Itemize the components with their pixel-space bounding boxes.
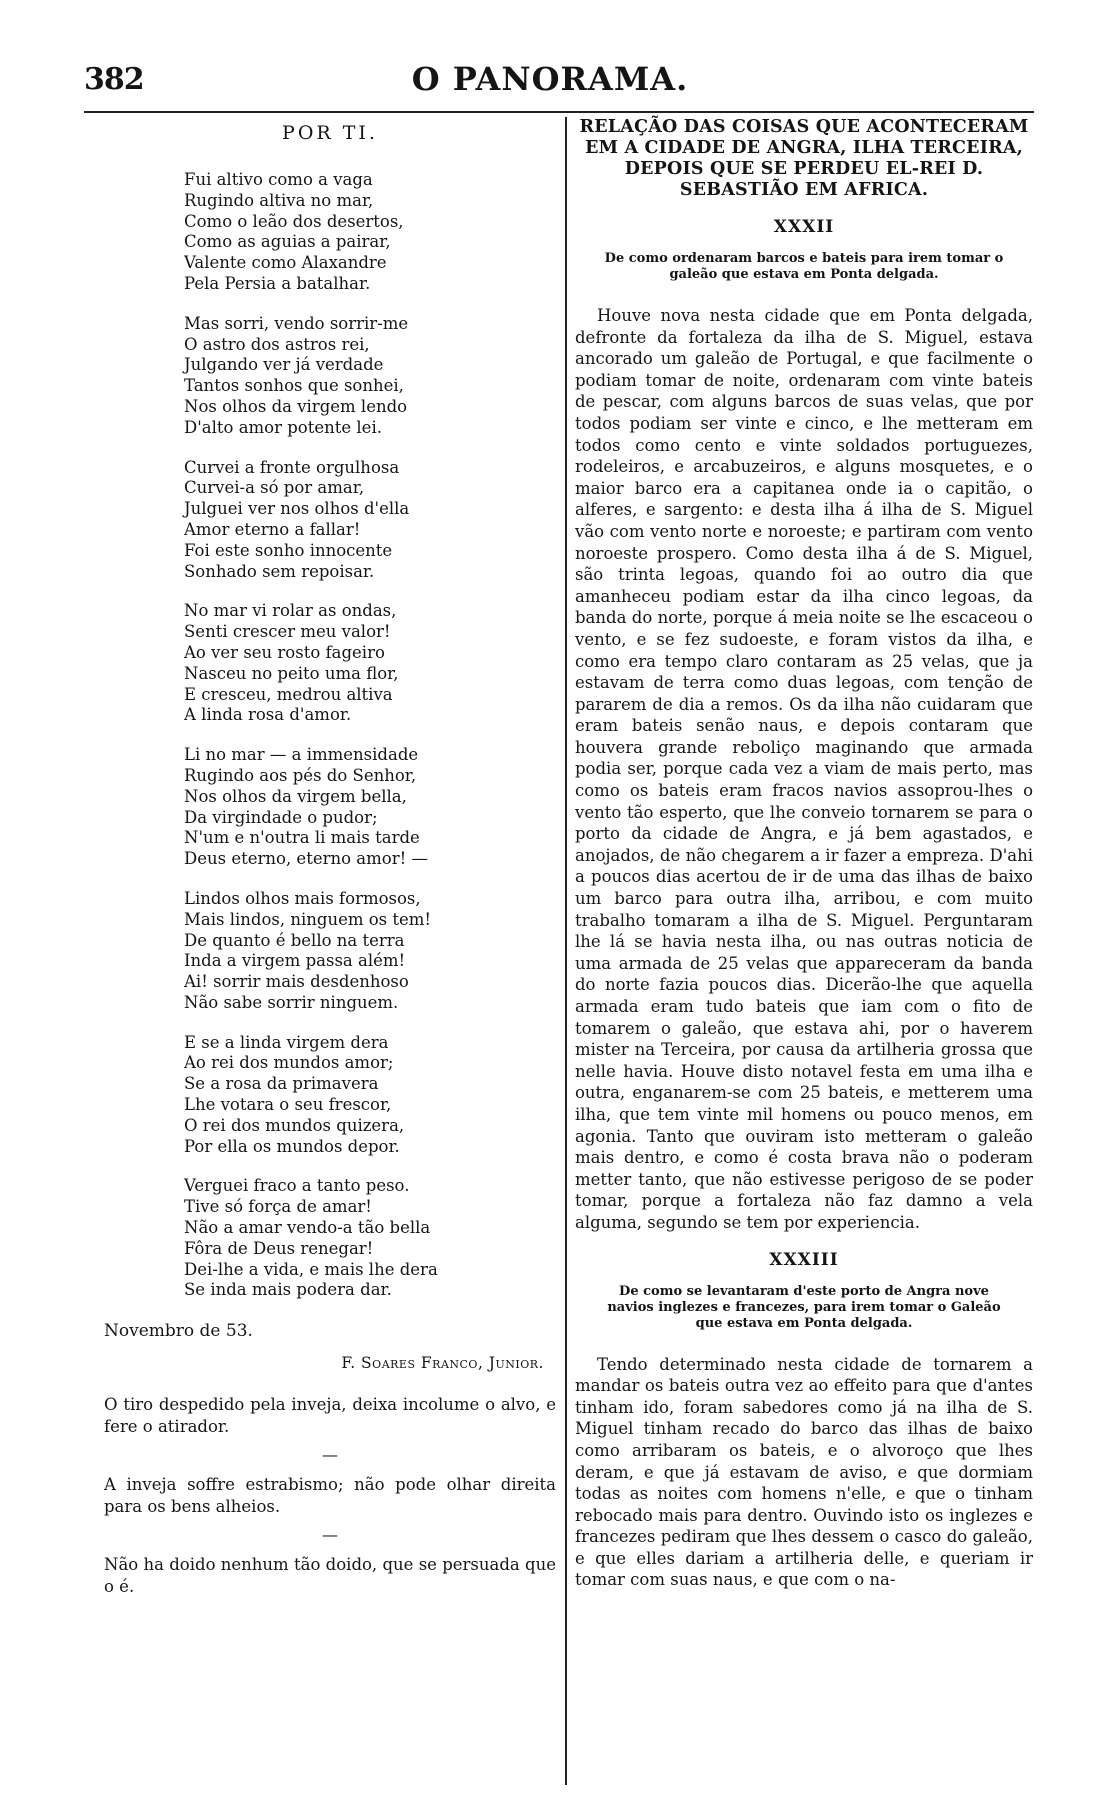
maxim-separator: — [322,1445,338,1465]
article-title: RELAÇÃO DAS COISAS QUE ACONTECERAM EM A CIDADE DE ANGRA, ILHA TERCEIRA, DEPOIS QUE SE PERDEU EL-REI D. SEBASTIÃO EM AFRICA. [579,117,1029,200]
maxim-separator: — [322,1525,338,1545]
poem-title: POR TI. [282,122,378,144]
poem-line: E cresceu, medrou altiva [184,684,393,704]
page-number: 382 [84,62,144,97]
chapter-number: XXXIII [769,1249,839,1270]
poem-stanza [184,745,556,870]
poem-line: Fôra de Deus renegar! [184,1238,374,1258]
poem-line: Ai! sorrir mais desdenhoso [184,972,409,992]
poem-line: Li no mar — a immensidade [184,745,419,765]
poem-line: Deus eterno, eterno amor! — [184,849,428,869]
poem-line: Lindos olhos mais formosos, [184,888,421,908]
poem-line: Ao ver seu rosto fageiro [184,642,385,662]
chapter-text: Tendo determinado nesta cidade de tornarem a mandar os bateis outra vez ao effeito para que d'antes tinham ido, foram sabedores como já na ilha de S. Miguel tinham recado do barco das ilhas de baixo como arribaram os bateis, e o alvoroço que lhes deram, e que já estavam de aviso, e que dormiam todas as noites com homens n'elle, e que o tinham rebocado mais para dentro. Ouvindo isto os inglezes e francezes pediram que lhes dessem o casco do galeão, e que elles dariam a artilheria delle, e queriam ir tomar com suas naus, e que com o na- [575,1354,1033,1590]
poem-line: Da virgindade o pudor; [184,807,378,827]
poem-line: Pela Persia a batalhar. [184,273,371,293]
poem-line: Sonhado sem repoisar. [184,561,375,581]
poem-stanza [184,170,556,295]
poem-stanza [184,889,556,1014]
poem-line: O astro dos astros rei, [184,334,370,354]
maxims [104,1394,556,1598]
poem-line: Dei-lhe a vida, e mais lhe dera [184,1259,438,1279]
poem-line: Mas sorri, vendo sorrir-me [184,313,409,333]
maxim: Não ha doido nenhum tão doido, que se persuada que o é. [104,1555,556,1597]
poem-line: Rugindo aos pés do Senhor, [184,765,417,785]
poem-line: Tantos sonhos que sonhei, [184,376,404,396]
journal-title: O PANORAMA. [411,60,689,98]
poem-body [184,170,556,1301]
right-column [575,117,1033,1591]
poem-line: Se inda mais podera dar. [184,1280,392,1300]
poem-line: Rugindo altiva no mar, [184,190,374,210]
poem-stanza [184,458,556,583]
poem-line: E se a linda virgem dera [184,1032,389,1052]
maxim: A inveja soffre estrabismo; não pode olhar direita para os bens alheios. [104,1475,556,1517]
poem-line: Valente como Alaxandre [184,253,387,273]
poem-line: A linda rosa d'amor. [184,705,352,725]
poem-stanza [184,1176,556,1301]
poem-line: Nos olhos da virgem lendo [184,396,408,416]
poem-line: Não sabe sorrir ninguem. [184,992,399,1012]
poem-line: O rei dos mundos quizera, [184,1115,405,1135]
poem-line: Nos olhos da virgem bella, [184,786,407,806]
poem-line: Por ella os mundos depor. [184,1136,400,1156]
poem-line: Não a amar vendo-a tão bella [184,1218,431,1238]
poem-line: Curvei-a só por amar, [184,478,365,498]
poem-line: No mar vi rolar as ondas, [184,601,397,621]
poem-stanza [184,1033,556,1158]
poem-line: Nasceu no peito uma flor, [184,663,399,683]
poem-line: Inda a virgem passa além! [184,951,406,971]
poem-date: Novembro de 53. [104,1321,253,1342]
poem-line: Julguei ver nos olhos d'ella [184,499,410,519]
poem-line: Mais lindos, ninguem os tem! [184,909,432,929]
left-column [104,122,556,1598]
header-rule [84,111,1034,113]
poem-line: Foi este sonho innocente [184,540,393,560]
poem-line: D'alto amor potente lei. [184,417,382,437]
chapter-subtitle: De como se levantaram d'este porto de Angra nove navios inglezes e francezes, para irem tomar o Galeão que estava em Ponta delgada. [607,1283,1001,1331]
poem-line: Julgando ver já verdade [184,355,384,375]
maxim: O tiro despedido pela inveja, deixa incolume o alvo, e fere o atirador. [104,1395,556,1437]
poem-line: Verguei fraco a tanto peso. [184,1176,410,1196]
chapter-number: XXXII [773,217,835,237]
poem-stanza [184,314,556,439]
poem-line: N'um e n'outra li mais tarde [184,828,420,848]
poem-line: Se a rosa da primavera [184,1074,379,1094]
poem-line: Como o leão dos desertos, [184,211,404,231]
chapter-subtitle: De como ordenaram barcos e bateis para irem tomar o galeão que estava em Ponta delgada. [604,251,1004,282]
poem-line: Lhe votara o seu frescor, [184,1095,392,1115]
poem-signature: F. Soares Franco, Junior. [341,1354,544,1373]
poem-line: Como as aguias a pairar, [184,232,391,252]
poem-line: Fui altivo como a vaga [184,170,373,189]
column-divider [565,117,567,1785]
poem-line: Amor eterno a fallar! [184,519,361,539]
poem-line: Curvei a fronte orgulhosa [184,457,400,477]
chapter-text: Houve nova nesta cidade que em Ponta delgada, defronte da fortaleza da ilha de S. Miguel, estava ancorado um galeão de Portugal, e que facilmente o podiam tomar de noite, ordenaram com vinte bateis de pescar, com alguns barcos de suas velas, que por todos podiam ser vinte e cinco, e lhe metteram em todos como cento e vinte soldados portuguezes, rodeleiros, e arcabuzeiros, e alguns mosquetes, e o maior barco era a capitanea onde ia o capitão, o alferes, e sargento: e desta ilha á ilha de S. Miguel vão com vento norte e noroeste; e partiram com vento noroeste prospero. Como desta ilha á de S. Miguel, são trinta legoas, quando foi ao outro dia que amanheceu podiam estar da ilha cinco legoas, da banda do norte, porque á meia noite se lhe escaceou o vento, e se fez sudoeste, e foram vistos da ilha, e como era tempo claro contaram as 25 velas, que ja estavam de terra como duas legoas, com tenção de pararem de dia a remos. Os da ilha não cuidaram que eram bateis senão naus, e depois contaram que houvera grande reboliço maginando que armada podia ser, porque cada vez a viam de mais perto, mas como os bateis eram fracos navios assoprou-lhes o vento tão esperto, que lhe conveio tornarem se para o porto da cidade de Angra, e já bem agastados, e anojados, de não chegarem a ir fazer a empreza. D'ahi a poucos dias acertou de ir de uma das ilhas de baixo um barco para outra ilha, arribou, e com muito trabalho tomaram a ilha de S. Miguel. Perguntaram lhe lá se havia nesta ilha, ou nas outras noticia de uma armada de 25 velas que appareceram da banda do norte fazia poucos dias. Dicerão-lhe que aquella armada eram tudo bateis que iam com o fito de tomarem o galeão, que estava ahi, por o haverem mister na Terceira, por causa da artilheria grossa que nelle havia. Houve disto notavel festa em uma ilha e outra, enganarem-se com 25 bateis, e metterem uma ilha, que tem vinte mil homens ou pouco menos, em agonia. Tanto que ouviram isto metteram o galeão mais dentro, e como é costa brava não o poderam metter tanto, que não estivesse perigoso de se poder tomar, porque a fortaleza não faz damno a vela alguma, segundo se tem por experiencia. [575,306,1033,1232]
poem-line: Tive só força de amar! [184,1197,372,1217]
poem-line: Ao rei dos mundos amor; [184,1053,394,1073]
poem-line: Senti crescer meu valor! [184,622,391,642]
poem-stanza [184,601,556,726]
poem-line: De quanto é bello na terra [184,930,405,950]
